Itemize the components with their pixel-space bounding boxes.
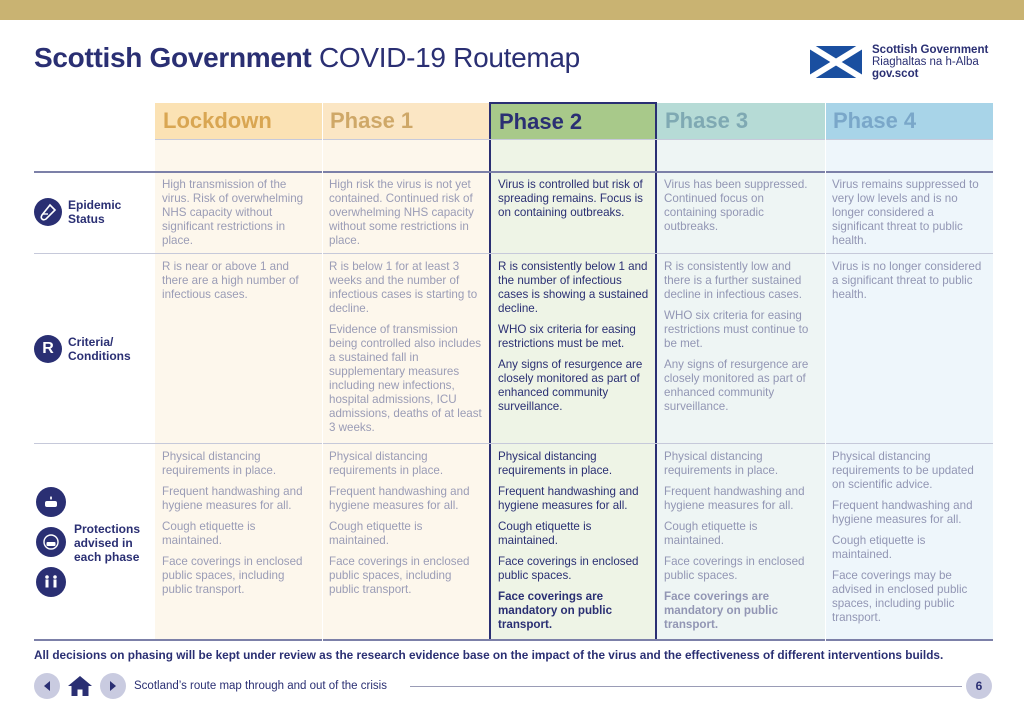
footnote: All decisions on phasing will be kept under review as the research evidence base on the impact of the virus and the effectiveness of different interventions builds. xyxy=(34,648,944,662)
cell-lockdown-status: High transmission of the virus. Risk of overwhelming NHS capacity without significant restrictions in place. xyxy=(162,178,304,247)
cell-phase3-protections: Physical distancing requirements in place. Frequent handwashing and hygiene measures for all. Cough etiquette is maintained. Face coverings in enclosed public spaces. Face coverings are mandatory on public transport. xyxy=(664,450,805,631)
cell-phase3-status: Virus has been suppressed. Continued focus on containing sporadic outbreaks. xyxy=(664,178,808,233)
cell-phase3-criteria: R is consistently low and there is a further sustained decline in infectious cases. WHO six criteria for easing restrictions must continue to be met. Any signs of resurgence are closely monitored as part of enhanced community surveillance. xyxy=(664,260,809,413)
footer-text: Scotland’s route map through and out of the crisis xyxy=(134,680,387,692)
protection-icons xyxy=(36,487,70,607)
phase-header-phase-2: Phase 2 xyxy=(491,104,655,140)
phase-header-lockdown: Lockdown xyxy=(155,103,322,139)
arrow-right-icon xyxy=(107,680,119,692)
cell-lockdown-protections: Physical distancing requirements in place. Frequent handwashing and hygiene measures for all. Cough etiquette is maintained. Face coverings in enclosed public spaces, including public transport. xyxy=(162,450,303,596)
divider xyxy=(34,639,993,641)
cell-phase2-protections: Physical distancing requirements in place. Frequent handwashing and hygiene measures for all. Cough etiquette is maintained. Face coverings in enclosed public spaces. Face coverings are mandatory on public transport. xyxy=(498,450,639,631)
cell-phase2-status: Virus is controlled but risk of spreading remains. Focus is on containing outbreaks. xyxy=(498,178,643,219)
cell-phase4-protections: Physical distancing requirements to be updated on scientific advice. Frequent handwashing and hygiene measures for all. Cough etiquette is maintained. Face coverings may be advised in enclosed public spaces, including public transport. xyxy=(832,450,974,624)
brand-text: Scottish Government Riaghaltas na h-Alba gov.scot xyxy=(872,44,989,80)
arrow-left-icon xyxy=(41,680,53,692)
footer-rule xyxy=(410,686,962,687)
title-rest: COVID-19 Routemap xyxy=(311,42,580,73)
phase-header-phase-1: Phase 1 xyxy=(322,103,489,139)
test-tube-icon xyxy=(34,198,62,226)
cell-lockdown-criteria: R is near or above 1 and there are a high number of infectious cases. xyxy=(162,260,299,301)
row-label-protections: Protections advised in each phase xyxy=(74,522,141,564)
divider xyxy=(34,171,993,173)
cell-phase4-status: Virus remains suppressed to very low levels and is no longer considered a significant threat to public health. xyxy=(832,178,979,247)
handwashing-icon xyxy=(36,487,66,517)
previous-page-button[interactable] xyxy=(34,673,60,699)
title-bold: Scottish Government xyxy=(34,42,312,73)
next-page-button[interactable] xyxy=(100,673,126,699)
divider xyxy=(34,443,993,444)
cell-phase1-protections: Physical distancing requirements in place. Frequent handwashing and hygiene measures for all. Cough etiquette is maintained. Face coverings in enclosed public spaces, including public transport. xyxy=(329,450,470,596)
page-navigation xyxy=(34,672,132,700)
cell-phase1-criteria: R is below 1 for at least 3 weeks and the number of infectious cases is starting to decline. Evidence of transmission being controlled also includes a sustained fall in supplementary measures including new infections, hospital admissions, ICU admissions, deaths of at least 3 weeks. xyxy=(329,260,482,434)
divider xyxy=(155,139,993,140)
cell-phase4-criteria: Virus is no longer considered a significant threat to public health. xyxy=(832,260,982,301)
home-icon xyxy=(67,675,93,697)
r-number-icon: R xyxy=(34,335,62,363)
phase-header-phase-3: Phase 3 xyxy=(657,103,825,139)
page-number: 6 xyxy=(966,673,992,699)
row-label-criteria: R Criteria/ Conditions xyxy=(34,334,154,364)
face-mask-icon xyxy=(36,527,66,557)
cell-phase2-criteria: R is consistently below 1 and the number of infectious cases is showing a sustained decline. WHO six criteria for easing restrictions must be met. Any signs of resurgence are closely monitored as part of enhanced community surveillance. xyxy=(498,260,649,413)
home-button[interactable] xyxy=(66,673,94,699)
distancing-icon xyxy=(36,567,66,597)
row-label-epidemic-status: Epidemic Status xyxy=(34,197,154,227)
phase-header-phase-4: Phase 4 xyxy=(825,103,993,139)
cell-phase1-status: High risk the virus is not yet contained. Continued risk of overwhelming NHS capacity without some restrictions in place. xyxy=(329,178,474,247)
